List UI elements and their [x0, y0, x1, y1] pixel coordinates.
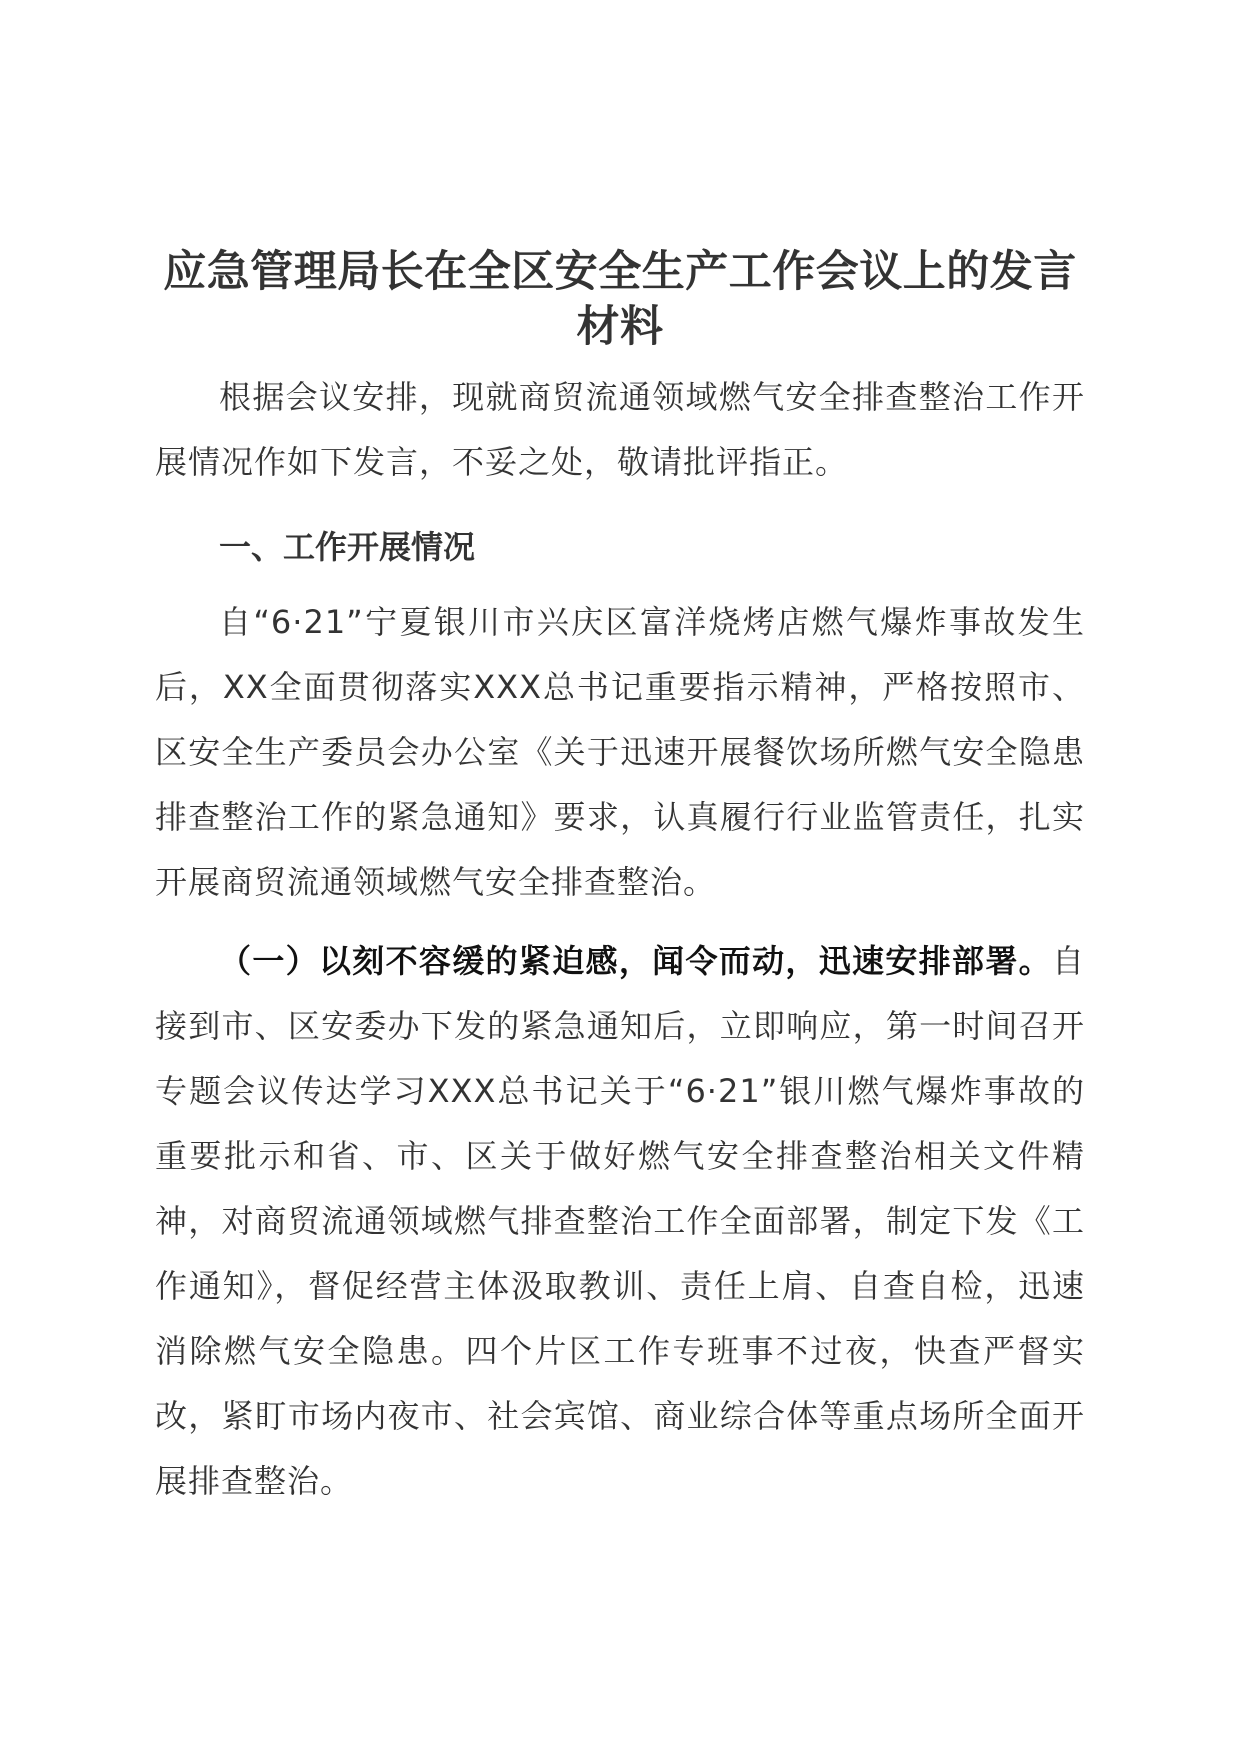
- document-page: [155, 245, 1085, 1514]
- subsection-lead: （一）以刻不容缓的紧迫感，闻令而动，迅速安排部署。: [219, 942, 1052, 980]
- subsection-paragraph: [155, 929, 1085, 1514]
- section-heading: 一、工作开展情况: [219, 528, 476, 566]
- body-paragraph: 自“6·21”宁夏银川市兴庆区富洋烧烤店燃气爆炸事故发生后，XX全面贯彻落实XXX总书记重要指示精神，严格按照市、区安全生产委员会办公室《关于迅速开展餐饮场所燃气安全隐患排查整治工作的紧急通知》要求，认真履行行业监管责任，扎实开展商贸流通领域燃气安全排查整治。: [155, 603, 1085, 901]
- intro-paragraph: 根据会议安排，现就商贸流通领域燃气安全排查整治工作开展情况作如下发言，不妥之处，敬请批评指正。: [155, 378, 1085, 481]
- subsection-body: 自接到市、区安委办下发的紧急通知后，立即响应，第一时间召开专题会议传达学习XXX总书记关于“6·21”银川燃气爆炸事故的重要批示和省、市、区关于做好燃气安全排查整治相关文件精神，对商贸流通领域燃气排查整治工作全面部署，制定下发《工作通知》，督促经营主体汲取教训、责任上肩、自查自检，迅速消除燃气安全隐患。四个片区工作专班事不过夜，快查严督实改，紧盯市场内夜市、社会宾馆、商业综合体等重点场所全面开展排查整治。: [155, 942, 1085, 1500]
- document-title: 应急管理局长在全区安全生产工作会议上的发言材料: [163, 247, 1077, 352]
